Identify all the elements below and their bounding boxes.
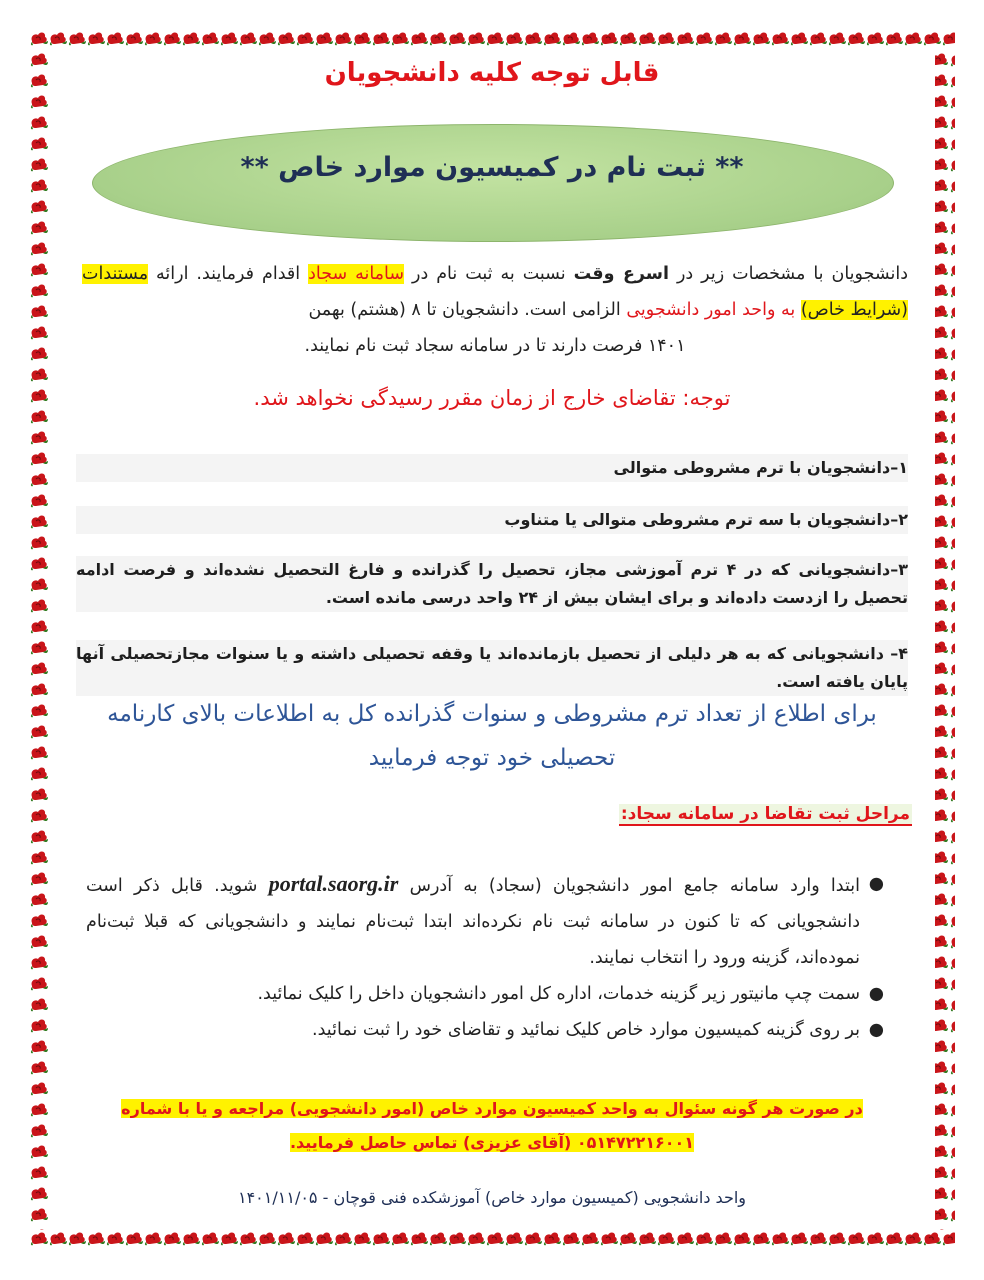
list-item: ۳–دانشجویانی که در ۴ ترم آموزشی مجاز، تحصیل را گذرانده و فارغ التحصیل نشده‌اند و فرصت ادامه تحصیل را ازدست داده‌اند و برای ایشان بیش از ۲۴ واحد درسی مانده است. [76,556,908,612]
list-item: ۱–دانشجویان با ترم مشروطی متوالی [76,454,908,482]
list-item: ۴– دانشجویانی که به هر دلیلی از تحصیل بازمانده‌اند یا وقفه تحصیلی داشته و یا سنوات مجازتحصیلی آنها پایان یافته است. [76,640,908,696]
banner-ellipse [92,124,894,242]
banner-title: ** ثبت نام در کمیسیون موارد خاص ** [240,152,744,183]
intro-text: دانشجویان با مشخصات زیر در [669,264,908,284]
bullet-icon: ● [868,1020,884,1040]
contact-box [82,1092,902,1160]
announcement-page [72,52,912,1222]
bullet-icon: ● [868,874,884,894]
footer-signature: واحد دانشجویی (کمیسیون موارد خاص) آموزشکده فنی قوچان - ۱۴۰۱/۱۱/۰۵ [237,1188,747,1207]
steps-list [86,866,886,1048]
deadline-note: توجه: تقاضای خارج از زمان مقرر رسیدگی نخواهد شد. [253,386,731,410]
info-text: برای اطلاع از تعداد ترم مشروطی و سنوات گذرانده کل به اطلاعات بالای کارنامه تحصیلی خود توجه فرمایید [107,701,877,771]
step-text: سمت چپ مانیتور زیر گزینه خدمات، اداره کل امور دانشجویان داخل را کلیک نمائید. [257,984,860,1004]
intro-paragraph [82,256,908,364]
list-item [86,1012,886,1048]
intro-text: نسبت به ثبت نام در [404,264,574,284]
intro-highlight: سامانه سجاد [308,264,405,284]
page-title: قابل توجه کلیه دانشجویان [324,58,660,88]
intro-highlight-docs: مستندات (شرایط خاص) [82,264,908,320]
intro-red-text: به واحد امور دانشجویی [626,300,801,320]
intro-text: الزامی است. دانشجویان تا ۸ (هشتم) بهمن [308,300,627,320]
steps-heading [102,804,912,824]
contact-line: در صورت هر گونه سئوال به واحد کمیسیون موارد خاص (امور دانشجویی) مراجعه و یا با شماره [121,1099,863,1118]
step-text: بر روی گزینه کمیسیون موارد خاص کلیک نمائید و تقاضای خود را ثبت نمائید. [312,1020,860,1040]
intro-last-line: ۱۴۰۱ فرصت دارند تا در سامانه سجاد ثبت نام نمایند. [304,336,686,356]
bullet-icon: ● [868,984,884,1004]
portal-url[interactable]: portal.saorg.ir [268,871,399,896]
step-text: ابتدا وارد سامانه جامع امور دانشجویان (سجاد) به آدرس [398,876,860,896]
step-text: شوید. قابل ذکر است دانشجویانی که تا کنون در سامانه ثبت نام نکرده‌اند ابتدا ثبت‌نام نمایند و دانشجویانی که قبلا ثبت‌نام نموده‌اند، گزینه ورود را انتخاب نمایند. [86,876,860,968]
list-item [86,866,886,976]
intro-text: اقدام فرمایند. ارائه [148,264,309,284]
contact-phone-line: ۰۵۱۴۷۲۲۱۶۰۰۱ (آقای عزیزی) تماس حاصل فرمایید. [289,1133,695,1152]
intro-bold: اسرع وقت [573,264,670,284]
steps-heading-text: مراحل ثبت تقاضا در سامانه سجاد: [620,804,910,824]
list-item: ۲–دانشجویان با سه ترم مشروطی متوالی یا متناوب [76,506,908,534]
list-item [86,976,886,1012]
